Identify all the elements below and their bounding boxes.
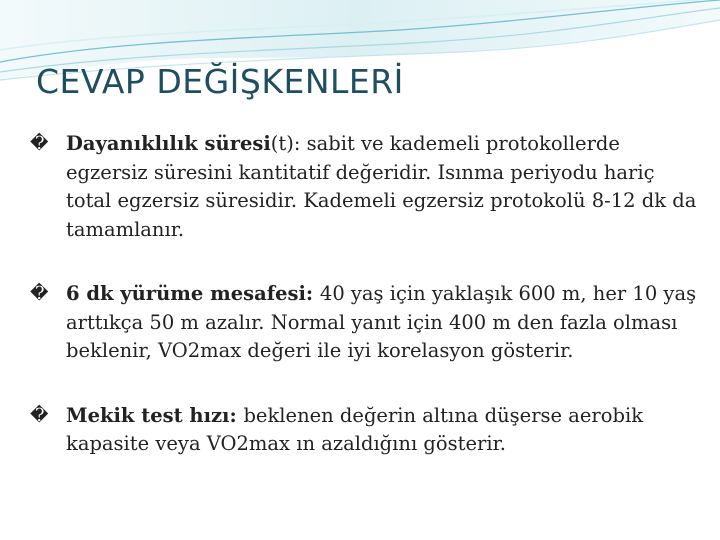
bullet-item-mekik-test — [30, 402, 700, 459]
slide-title: CEVAP DEĞİŞKENLERİ — [36, 62, 404, 101]
bullet-list — [30, 130, 700, 459]
bullet-item-dayaniklilik — [30, 130, 700, 244]
bullet-item-yurume-mesafesi — [30, 280, 700, 366]
bullet-text: sabit ve kademeli protokollerde egzersiz süresini kantitatif değeridir. Isınma periyodu hariç total egzersiz süresidir. Kademeli egzersiz protokolü 8-12 dk da tamamlanır. — [66, 132, 697, 241]
bullet-term: Mekik test hızı: — [66, 403, 244, 427]
bullet-marker-icon: � — [30, 283, 49, 304]
bullet-text: beklenen değerin altına düşerse aerobik kapasite veya VO2max ın azaldığını gösterir. — [66, 403, 644, 455]
bullet-term: 6 dk yürüme mesafesi: — [66, 282, 320, 305]
bullet-marker-icon: � — [30, 133, 49, 154]
bullet-text: 40 yaş için yaklaşık 600 m, her 10 yaş arttıkça 50 m azalır. Normal yanıt için 400 m den fazla olması beklenir, VO2max değeri ile iyi korelasyon gösterir. — [66, 282, 697, 362]
bullet-term: Dayanıklılık süresi — [66, 132, 271, 155]
bullet-marker-icon: � — [30, 404, 49, 426]
bullet-term-suffix: (t): — [270, 132, 307, 155]
